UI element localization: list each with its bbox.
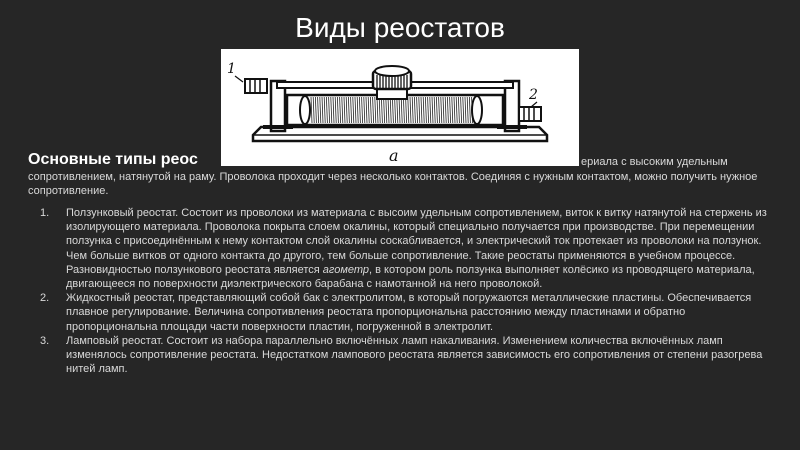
base-plate xyxy=(253,127,547,141)
figure-caption: a xyxy=(389,146,399,165)
coil-end-right xyxy=(472,96,482,124)
terminal-knob-1 xyxy=(245,79,267,93)
list-item-text-continued: , в котором роль ползунка выполняет колёсико из проводящего материала, двигающееся по поверхности диэлектрического барабана с намотанной на него проволокой. xyxy=(66,263,755,291)
list-item-text: Жидкостный реостат, представляющий собой бак с электролитом, в который погружаются металлические пластины. Обеспечивается плавное регулирование. Величина сопротивления реостата пропорциональна расстоянию между пластинами и обратно пропорциональна площади части поверхности пластин, погруженной в электролит. xyxy=(66,292,752,333)
coil-end-left xyxy=(300,96,310,124)
list-item-number: 2. xyxy=(40,292,50,305)
figure-label-1: 1 xyxy=(227,61,236,77)
terminal-knob-2 xyxy=(519,107,541,121)
list-item-italic-term: агометр xyxy=(322,263,370,276)
section-subheading: Основные типы реос xyxy=(28,151,198,168)
rheostat-drawing xyxy=(221,49,579,166)
list-item xyxy=(40,291,770,334)
list-item xyxy=(40,206,770,291)
label-leader-1 xyxy=(235,76,243,82)
intro-text-tail: ериала с высоким удельным xyxy=(581,156,728,168)
slider-knob-top xyxy=(375,66,409,76)
slide-title: Виды реостатов xyxy=(295,12,505,43)
list-item xyxy=(40,334,770,377)
list-item-number: 3. xyxy=(40,334,50,347)
figure-label-2: 2 xyxy=(529,87,538,103)
rheostat-types-list xyxy=(40,206,770,376)
list-item-text: Ползунковый реостат. Состоит из проволоки из материала с высоим удельным сопротивлением, виток к витку натянутой на стержень из изолирующего материала. Проволока покрыта слоем окалины, который специально получается при производстве. При перемещении ползунка с присоединённым к нему контактом слой окалины соскабливается, и электрический ток протекает из проволоки на ползунок. Чем больше витков от одного контакта до другого, тем больше сопротивление. Такие реостаты применяются в учебном процессе. Разновидностью ползункового реостата является xyxy=(66,207,767,276)
intro-text: сопротивлением, натянутой на раму. Проволока проходит через несколько контактов. Соединяя с нужным контактом, можно получить нужное сопротивление. xyxy=(28,171,758,197)
rheostat-figure xyxy=(221,49,579,166)
list-item-text: Ламповый реостат. Состоит из набора параллельно включённых ламп накаливания. Изменением количества включённых ламп изменялось сопротивление реостата. Недостатком лампового реостата является зависимость его сопротивления от степени разогрева нитей ламп. xyxy=(66,334,763,376)
list-item-number: 1. xyxy=(40,207,50,219)
